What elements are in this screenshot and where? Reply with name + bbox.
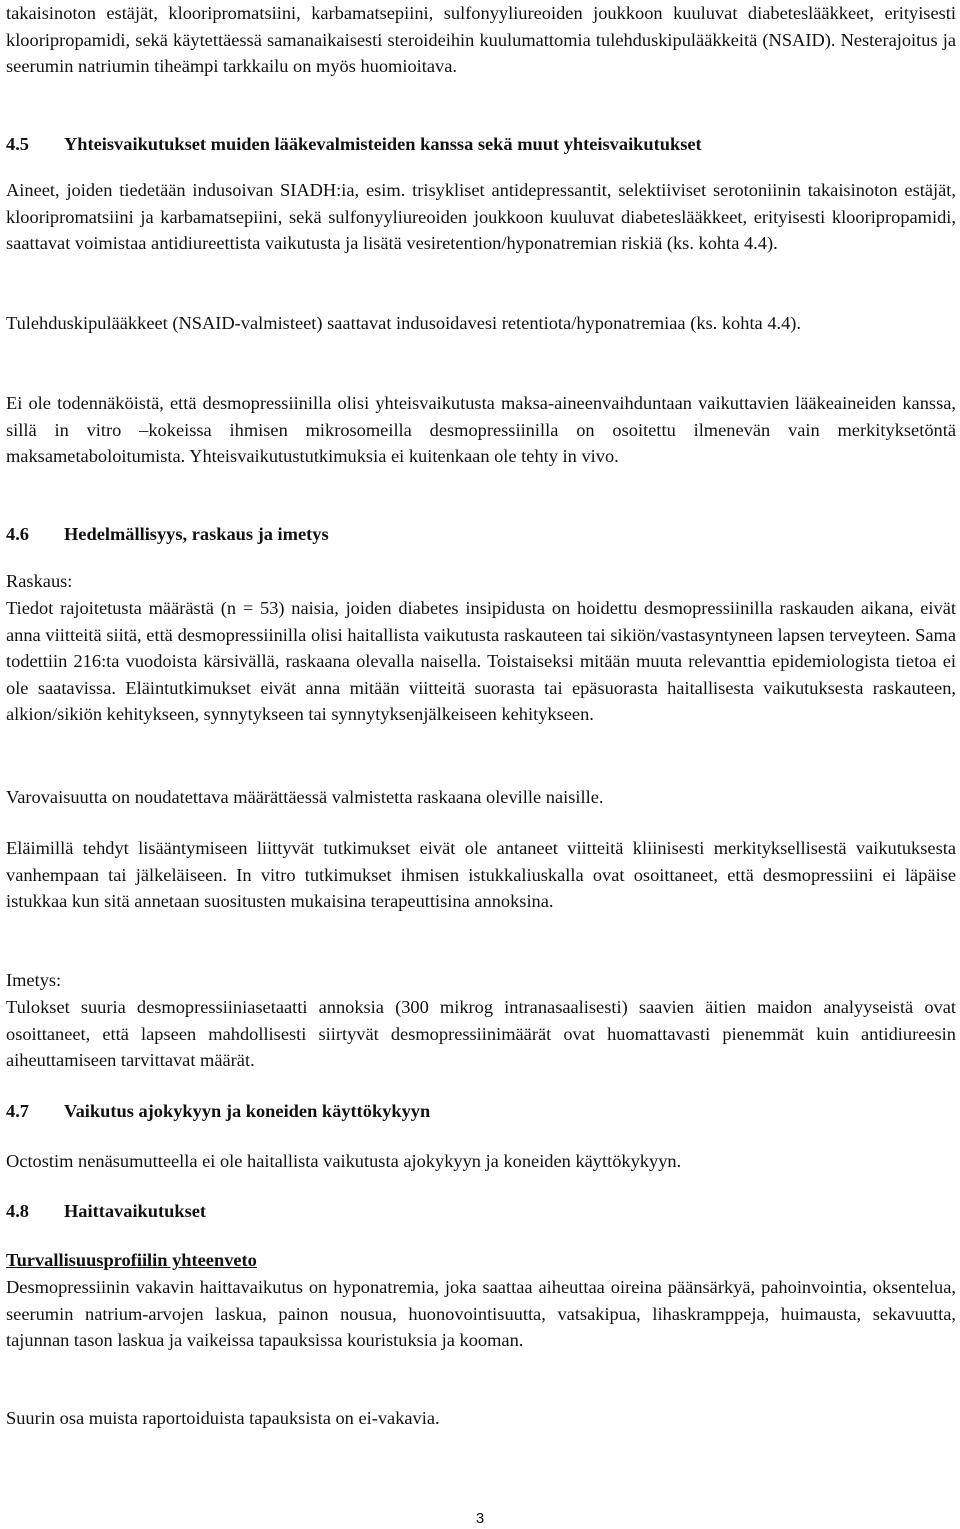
paragraph-varovaisuutta: Varovaisuutta on noudatettava määrättäessä valmistetta raskaana oleville naisille. [6, 787, 604, 807]
paragraph-siadh: Aineet, joiden tiedetään indusoivan SIADH:ia, esim. trisykliset antidepressantit, selektiiviset serotoniinin takaisinoton estäjät, klooripromatsiini ja karbamatsepiini, sekä sulfonyyliureoiden joukkoon kuuluvat diabeteslääkkeet, erityisesti klooripropamidi, saattavat voimistaa antidiureettista vaikutusta ja lisätä vesiretention/hyponatremian riskiä (ks. kohta 4.4). [6, 180, 956, 254]
paragraph-nsaid: Tulehduskipulääkkeet (NSAID-valmisteet) saattavat indusoidavesi retentiota/hyponatremiaa (ks. kohta 4.4). [6, 313, 802, 333]
paragraph-octostim: Octostim nenäsumutteella ei ole haitallista vaikutusta ajokykyyn ja koneiden käyttökykyyn. [6, 1151, 682, 1171]
section-number: 4.7 [6, 1101, 29, 1121]
paragraph-interaction-continuation: takaisinoton estäjät, klooripromatsiini, karbamatsepiini, sulfonyyliureoiden joukkoon kuuluvat diabeteslääkkeet, erityisesti klooripropamidi, sekä käytettäessä samanaikaisesti steroideihin kuulumattomia tulehduskipulääkkeitä (NSAID). Nesterajoitus ja seerumin natriumin tiheämpi tarkkailu on myös huomioitava. [6, 3, 956, 77]
section-heading-4-8 [6, 1198, 206, 1225]
section-heading-4-7 [6, 1098, 430, 1125]
section-heading-4-5 [6, 131, 702, 158]
paragraph-safety-profile: Desmopressiinin vakavin haittavaikutus on hyponatremia, joka saattaa aiheuttaa oireina päänsärkyä, pahoinvointia, oksentelua, seerumin natrium-arvojen laskua, painon nousua, huonovointisuutta, vatsakipua, lihaskramppeja, huimausta, sekavuutta, tajunnan tason laskua ja vaikeissa tapauksissa kouristuksia ja kooman. [6, 1277, 956, 1351]
safety-profile-label: Turvallisuusprofiilin yhteenveto [6, 1250, 257, 1270]
section-title: Vaikutus ajokykyyn ja koneiden käyttökykyyn [64, 1101, 431, 1121]
paragraph-metabolism: Ei ole todennäköistä, että desmopressiinilla olisi yhteisvaikutusta maksa-aineenvaihduntaan vaikuttavien lääkeaineiden kanssa, sillä in vitro –kokeissa ihmisen mikrosomeilla desmopressiinilla on osoitettu ilmenevän vain merkityksetöntä maksametaboloitumista. Yhteisvaikutustutkimuksia ei kuitenkaan ole tehty in vivo. [6, 393, 956, 467]
subheading-safety-profile [6, 1247, 956, 1274]
paragraph-elaimilla: Eläimillä tehdyt lisääntymiseen liittyvät tutkimukset eivät ole antaneet viitteitä kliinisesti merkityksellisestä vaikutuksesta vanhempaan tai jälkeläiseen. In vitro tutkimukset ihmisen istukkaliuskalla ovat osoittaneet, että desmopressiini ei läpäise istukkaa kun sitä annetaan suositusten mukaisina terapeuttisina annoksina. [6, 838, 956, 912]
page-number: 3 [475, 1510, 485, 1527]
section-title: Hedelmällisyys, raskaus ja imetys [64, 524, 329, 544]
paragraph-raskaus: Tiedot rajoitetusta määrästä (n = 53) naisia, joiden diabetes insipidusta on hoidettu desmopressiinilla raskauden aikana, eivät anna viitteitä siitä, että desmopressiinilla olisi haitallista vaikutusta raskauteen tai sikiön/vastasyntyneen lapsen terveyteen. Sama todettiin 216:ta vuodoista kärsivällä, raskaana olevalla naisella. Toistaiseksi mitään muuta relevanttia epidemiologista tietoa ei ole saatavissa. Eläintutkimukset eivät anna mitään viitteitä suorasta tai epäsuorasta haitallisesta vaikutuksesta raskauteen, alkion/sikiön kehitykseen, synnytykseen tai synnytyksenjälkeiseen kehitykseen. [6, 598, 956, 725]
section-title: Haittavaikutukset [64, 1201, 207, 1221]
section-title: Yhteisvaikutukset muiden lääkevalmisteiden kanssa sekä muut yhteisvaikutukset [64, 134, 702, 154]
label-imetys: Imetys: [6, 970, 62, 990]
label-raskaus: Raskaus: [6, 571, 73, 591]
section-number: 4.6 [6, 524, 29, 544]
section-number: 4.5 [6, 134, 29, 154]
paragraph-imetys: Tulokset suuria desmopressiiniasetaatti annoksia (300 mikrog intranasaalisesti) saavien äitien maidon analyyseistä ovat osoittaneet, että lapseen mahdollisesti siirtyvät desmopressiinimäärät ovat huomattavasti pienemmät kuin antidiureesin aiheuttamiseen tarvittavat määrät. [6, 997, 956, 1071]
section-number: 4.8 [6, 1201, 29, 1221]
paragraph-suurin: Suurin osa muista raportoiduista tapauksista on ei-vakavia. [6, 1408, 440, 1428]
section-heading-4-6 [6, 521, 329, 548]
